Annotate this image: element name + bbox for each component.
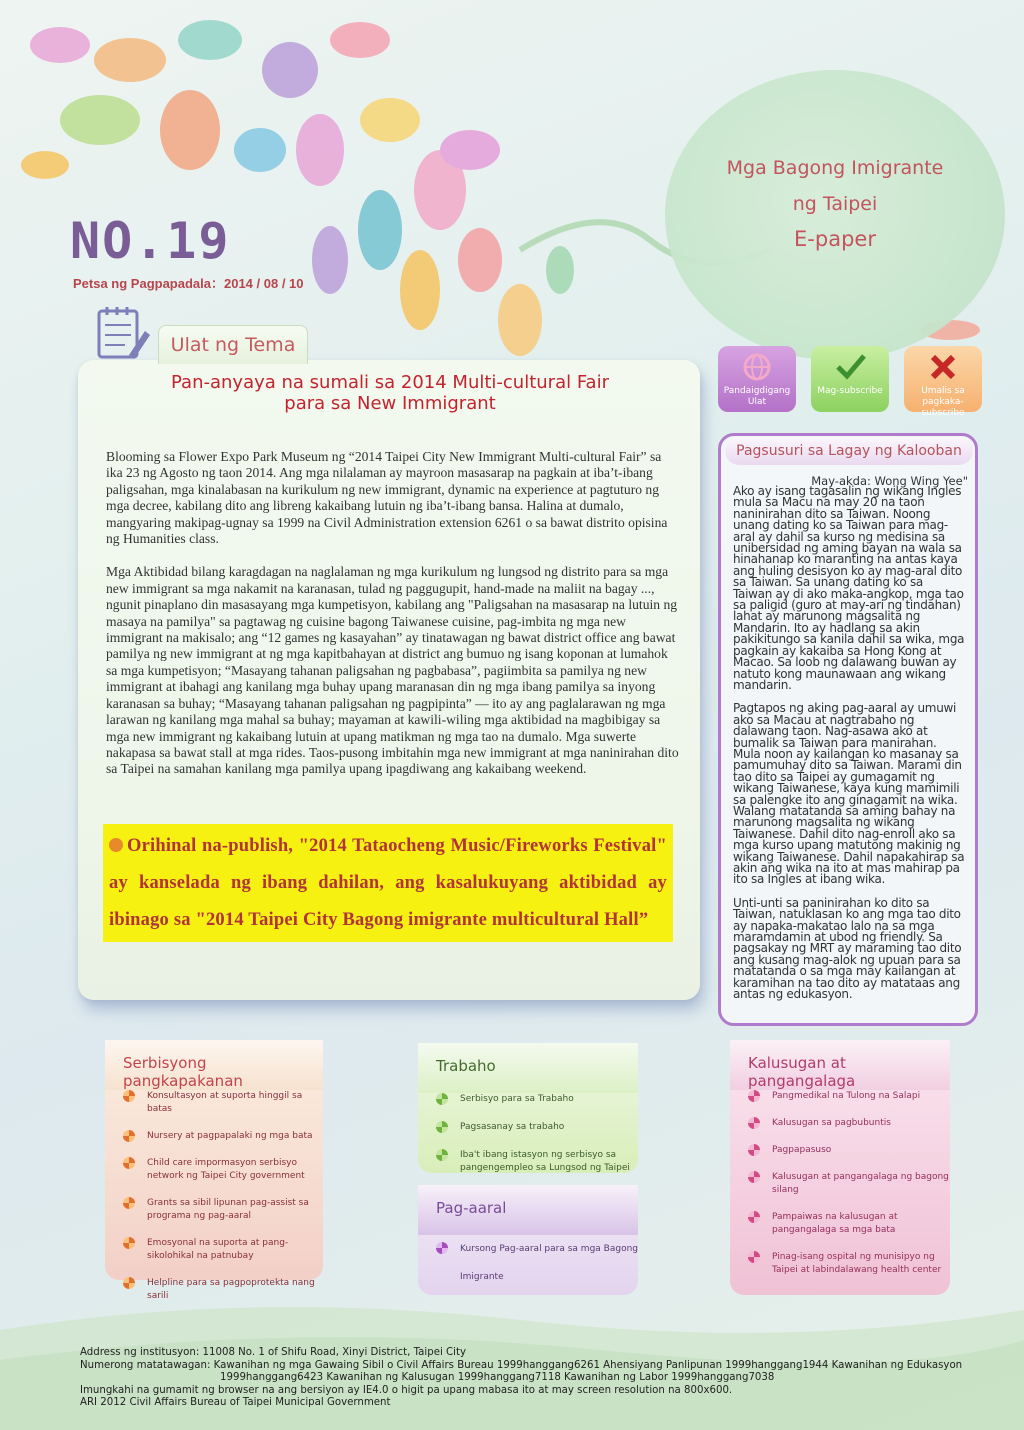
study-header [418,1185,638,1235]
welfare-header [105,1040,323,1090]
subscribe-button[interactable] [811,346,889,412]
mood-review-paragraph: Pagtapos ng aking pag-aaral ay umuwi ako sa Macau at nagtrabaho ng dalawang taon. Nag-asawa ako at bumalik sa Taiwan para manirahan. Mula noon ay kailangan ko masanay sa pamumuhay dito sa Taiwan. Marami din tao dito sa Taipei ay gumagamit ng wikang Taiwanese, kaya kung mamimili sa palengke ito ang ginagamit na wika. Walang matatanda sa aming bahay na marunong magsalita ng wikang Taiwanese. Dahil dito nag-enroll ako sa mga kurso upang matutong makinig ng wikang Taiwanese. Dahil napakahirap sa akin ang wika na ito at mas mahirap pa ito sa Ingles at ibang wika. [733,701,965,887]
health-link[interactable]: Kalusugan at pangangalaga ng bagong silang [730,1171,950,1197]
health-title: Kalusugan at pangangalaga [748,1054,856,1090]
epaper-title-line3: E-paper [794,227,876,251]
health-link[interactable]: Pangmedikal na Tulong na Salapi [730,1090,950,1103]
welfare-link[interactable]: Grants sa sibil lipunan pag-assist sa programa ng pag-aaral [105,1197,323,1223]
footer [80,1347,980,1410]
article-title-line1: Pan-anyaya na sumali sa 2014 Multi-cultural Fair [171,372,609,393]
article-title [110,372,670,414]
mood-review-author: May-akda: Wong Wing Yee" [811,474,968,488]
article-paragraph: Blooming sa Flower Expo Park Museum ng “2014 Taipei City New Immigrant Multi-cultural Fair” sa ika 23 ng Agosto ng taon 2014. Ang mga nilalaman ay mayroon masasarap na pagkain at iba’t-ibang paligsahan, mga kinalabasan na kurikulum ng new immigrant, dynamic na experience at pagtuturo ng mga decree, kabilang dito ang libreng kakaibang lutuin ng iba’t-ibang bansa. Halina at dumalo, mangyaring makipag-ugnay sa 1999 na Civil Administration extension 6261 o sa bawat distrito opisina ng Humanities class. [106,449,668,547]
health-link[interactable]: Kalusugan sa pagbubuntis [730,1117,950,1130]
footer-browser-note: Imungkahi na gumamit ng browser na ang bersiyon ay IE4.0 o higit pa upang mabasa ito at may screen resolution na 800x600. [80,1384,733,1396]
footer-copyright: ARI 2012 Civil Affairs Bureau of Taipei Municipal Government [80,1397,391,1409]
study-title: Pag-aaral [436,1199,507,1217]
bullet-flower-icon [123,1277,135,1289]
bullet-flower-icon [748,1144,760,1156]
article-body [106,449,681,795]
mood-review-body [733,486,965,1012]
notepad-pencil-icon [95,305,151,363]
mood-review-heading: Pagsusuri sa Lagay ng Kalooban [725,437,973,465]
international-report-button[interactable] [718,346,796,412]
topic-report-tab[interactable]: Ulat ng Tema [158,325,308,364]
welfare-title: Serbisyong pangkapakanan [123,1054,243,1090]
bullet-flower-icon [123,1090,135,1102]
health-header [730,1040,950,1090]
cancellation-notice [103,824,673,942]
globe-icon [742,352,772,382]
close-x-icon [928,352,958,382]
mood-review-paragraph: Ako ay isang tagasalin ng wikang Ingles mula sa Macu na may 20 na taon naninirahan dito sa Taiwan. Noong unang dating ko sa Taiwan para mag-aral ay dahil sa kurso ng medisina sa unibersidad ng aming bayan na wala sa hinahanap ko maranting na antas kaya ang huling desisyon ko ay mag-aral dito sa Taiwan. Sa unang dating ko sa Taiwan ay di ako maka-angkop, mga tao sa paligid (guro at may-ari ng tindahan) lahat ay marunong magsalita ng Mandarin. Ito ay hadlang sa akin pakikitungo sa kanila dahil sa wika, mga pagkain ay kakaiba sa Hong Kong at Macao. Sa loob ng dalawang buwan ay natuto kong maunawaan ang wikang mandarin. [733,484,965,692]
notice-text: Orihinal na-publish, "2014 Tataocheng Music/Fireworks Festival" ay kanselada ng ibang dahilan, ang kasalukuyang aktibidad ay ibinago sa "2014 Taipei City Bagong imigrante multicultural Hall” [109,836,667,930]
work-header [418,1043,638,1093]
checkmark-icon [835,352,867,382]
sent-date: Petsa ng Pagpapadala：2014 / 08 / 10 [73,276,304,291]
epaper-title-line2: ng Taipei [792,193,878,215]
unsubscribe-button-label: Umalis sa pagkaka-subscribe [921,386,965,418]
welfare-link[interactable]: Konsultasyon at suporta hinggil sa batas [105,1090,323,1116]
welfare-link[interactable]: Emosyonal na suporta at pang-sikolohikal na patnubay [105,1237,323,1263]
subscribe-button-label: Mag-subscribe [817,386,883,396]
bullet-dot-icon [109,838,123,852]
health-link[interactable]: Pinag-isang ospital ng munisipyo ng Taipei at labindalawang health center [730,1251,950,1277]
work-box [418,1043,638,1173]
footer-phone-continued: 1999hanggang6423 Kawanihan ng Kalusugan 1999hanggang7118 Kawanihan ng Labor 1999hanggang7038 [220,1372,775,1384]
work-link[interactable]: Pagsasanay sa trabaho [418,1121,638,1134]
welfare-link[interactable]: Helpline para sa pagpoprotekta nang sarili [105,1277,323,1303]
study-link[interactable]: Kursong Pag-aaral para sa mga Bagong Imigrante [418,1235,638,1291]
bullet-flower-icon [748,1171,760,1183]
bullet-flower-icon [123,1130,135,1142]
bullet-flower-icon [748,1211,760,1223]
report-button-label: Pandaigdigang Ulat [723,386,791,407]
health-link[interactable]: Pampaiwas na kalusugan at pangangalaga sa mga bata [730,1211,950,1237]
welfare-link[interactable]: Nursery at pagpapalaki ng mga bata [105,1130,323,1143]
work-title: Trabaho [436,1057,496,1075]
health-link[interactable]: Pagpapasuso [730,1144,950,1157]
bullet-flower-icon [436,1093,448,1105]
article-title-line2: para sa New Immigrant [284,393,496,414]
bullet-flower-icon [123,1197,135,1209]
work-link[interactable]: Iba't ibang istasyon ng serbisyo sa pangengempleo sa Lungsod ng Taipei [418,1149,638,1175]
unsubscribe-button[interactable] [904,346,982,418]
bullet-flower-icon [123,1157,135,1169]
epaper-title [675,150,995,256]
bullet-flower-icon [748,1251,760,1263]
footer-phone: Numerong matatawagan: Kawanihan ng mga Gawaing Sibil o Civil Affairs Bureau 1999hanggang6261 Ahensiyang Panlipunan 1999hanggang1944 Kawanihan ng Edukasyon [80,1359,963,1371]
welfare-services-box [105,1040,323,1301]
health-box [730,1040,950,1295]
bullet-flower-icon [748,1117,760,1129]
epaper-title-line1: Mga Bagong Imigrante [726,157,944,179]
bullet-flower-icon [436,1149,448,1161]
bullet-flower-icon [748,1090,760,1102]
bullet-flower-icon [123,1237,135,1249]
study-box [418,1185,638,1295]
bullet-flower-icon [436,1121,448,1133]
bullet-flower-icon [436,1242,448,1254]
article-paragraph: Mga Aktibidad bilang karagdagan na naglalaman ng mga kurikulum ng lungsod ng distrito para sa mga new immigrant sa mga nakamit na karanasan, tulad ng paggugupit, hand-made na maliit na bagay ..., ngunit pinaplano din masasayang mga kumpetisyon, kabilang ang "Paligsahan na masasarap na lutuin ng masaya na pamilya" sa pagtawag ng cuisine bagong Taiwanese cuisine, pag-imbita ng mga new immigrant na makisalo; ang “12 games ng kasayahan” ay tinatawagan ng bawat district office ang bawat pamilya ng new immigrant at ng mga kapitbahayan at district ang bumuo ng isang koponan at lumahok sa mga kumpetisyon; “Masayang tahanan paligsahan ng pagbabasa”, pagiimbita sa pamilya ng new immigrant at ibahagi ang kanilang mga buhay upang maranasan din ng mga ibang pamilya sa inyong karanasan sa buhay; “Masayang tahanan paligsahan ng pagpipinta” — ito ay ang paglalarawan ng mga larawan ng kanilang mga mahal sa buhay; mayaman at kawili-wiling mga aktibidad na magbibigay sa mga new immigrant ng kakaibang lutuin at upang matikman ng mga tao na dumalo. Mga suwerte nakapasa sa bawat stall at mga rides. Taos-pusong imbitahin mga new immigrant at mga naninirahan dito sa Taipei na samahan kanilang mga pamilya upang ipagdiwang ang kakaibang weekend. [106,564,679,777]
welfare-link[interactable]: Child care impormasyon serbisyo network ng Taipei City government [105,1157,323,1183]
issue-number: NO.19 [70,212,231,270]
footer-address: Address ng institusyon: 11008 No. 1 of Shifu Road, Xinyi District, Taipei City [80,1347,466,1358]
work-link[interactable]: Serbisyo para sa Trabaho [418,1093,638,1106]
mood-review-paragraph: Unti-unti sa paninirahan ko dito sa Taiwan, natuklasan ko ang mga tao dito ay napaka-makatao lalo na sa mga maramdamin at ubod ng friendly. Sa pagsakay ng MRT ay maraming tao dito ang kusang mag-alok ng upuan para sa matatanda o sa mga may kailangan at karamihan na tao dito ay matataas ang antas ng edukasyon. [733,895,962,1002]
